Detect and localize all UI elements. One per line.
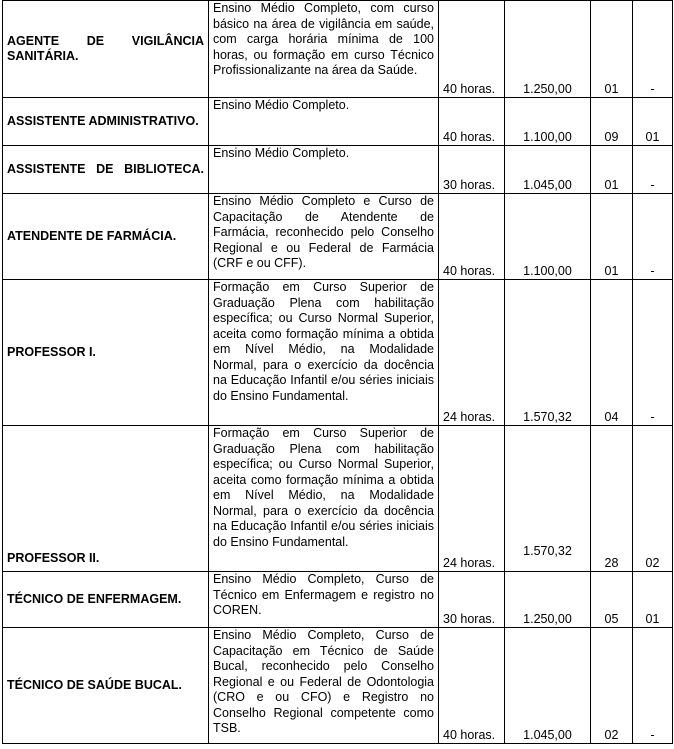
salary-cell: 1.570,32 <box>505 426 591 572</box>
job-title-cell: ATENDENTE DE FARMÁCIA. <box>3 194 209 280</box>
workload-cell: 30 horas. <box>439 572 505 628</box>
workload-cell: 40 horas. <box>439 1 505 98</box>
salary-cell: 1.100,00 <box>505 98 591 146</box>
reserve-cell: 01 <box>633 98 673 146</box>
vacancies-cell: 04 <box>591 280 633 426</box>
workload-cell: 40 horas. <box>439 98 505 146</box>
vacancies-cell: 02 <box>591 628 633 744</box>
salary-cell: 1.250,00 <box>505 1 591 98</box>
vacancies-cell: 01 <box>591 1 633 98</box>
reserve-cell: 01 <box>633 572 673 628</box>
table-row <box>3 280 673 426</box>
table-row <box>3 628 673 744</box>
requirements-cell: Ensino Médio Completo, com curso básico na área de vigilância em saúde, com carga horária mínima de 100 horas, ou formação em curso Técnico Profissionalizante na área da Saúde. <box>209 1 439 98</box>
vacancies-cell: 05 <box>591 572 633 628</box>
table-row <box>3 1 673 98</box>
job-title-cell: PROFESSOR I. <box>3 280 209 426</box>
job-title-cell: TÉCNICO DE ENFERMAGEM. <box>3 572 209 628</box>
requirements-cell: Formação em Curso Superior de Graduação Plena com habilitação específica; ou Curso Normal Superior, aceita como formação mínima a obtida em Nível Médio, na Modalidade Normal, para o exercício da docência na Educação Infantil e/ou séries iniciais do Ensino Fundamental. <box>209 280 439 426</box>
salary-cell: 1.250,00 <box>505 572 591 628</box>
job-title-cell: ASSISTENTE ADMINISTRATIVO. <box>3 98 209 146</box>
workload-cell: 40 horas. <box>439 628 505 744</box>
salary-cell: 1.570,32 <box>505 280 591 426</box>
reserve-cell: - <box>633 194 673 280</box>
job-title-cell: ASSISTENTE DE BIBLIOTECA. <box>3 146 209 194</box>
positions-table <box>2 0 673 744</box>
reserve-cell: - <box>633 628 673 744</box>
table-row <box>3 146 673 194</box>
vacancies-cell: 01 <box>591 194 633 280</box>
table-row <box>3 572 673 628</box>
reserve-cell: - <box>633 146 673 194</box>
reserve-cell: 02 <box>633 426 673 572</box>
salary-cell: 1.045,00 <box>505 628 591 744</box>
requirements-cell: Ensino Médio Completo. <box>209 146 439 194</box>
workload-cell: 24 horas. <box>439 280 505 426</box>
requirements-cell: Ensino Médio Completo. <box>209 98 439 146</box>
reserve-cell: - <box>633 280 673 426</box>
requirements-cell: Ensino Médio Completo, Curso de Técnico em Enfermagem e registro no COREN. <box>209 572 439 628</box>
requirements-cell: Ensino Médio Completo e Curso de Capacitação de Atendente de Farmácia, reconhecido pelo Conselho Regional e ou Federal de Farmácia (CRF e ou CFF). <box>209 194 439 280</box>
workload-cell: 24 horas. <box>439 426 505 572</box>
job-title-cell: TÉCNICO DE SAÚDE BUCAL. <box>3 628 209 744</box>
vacancies-cell: 28 <box>591 426 633 572</box>
table-row <box>3 98 673 146</box>
requirements-cell: Formação em Curso Superior de Graduação Plena com habilitação específica; ou Curso Normal Superior, aceita como formação mínima a obtida em Nível Médio, na Modalidade Normal, para o exercício da docência na Educação Infantil e/ou séries iniciais do Ensino Fundamental. <box>209 426 439 572</box>
table-row <box>3 426 673 572</box>
workload-cell: 30 horas. <box>439 146 505 194</box>
salary-cell: 1.100,00 <box>505 194 591 280</box>
requirements-cell: Ensino Médio Completo, Curso de Capacitação em Técnico de Saúde Bucal, reconhecido pelo Conselho Regional e ou Federal de Odontologia (CRO e ou CFO) e Registro no Conselho Regional competente como TSB. <box>209 628 439 744</box>
job-title-cell: AGENTE DE VIGILÂNCIA SANITÁRIA. <box>3 1 209 98</box>
vacancies-cell: 01 <box>591 146 633 194</box>
table-row <box>3 194 673 280</box>
workload-cell: 40 horas. <box>439 194 505 280</box>
job-title-cell: PROFESSOR II. <box>3 426 209 572</box>
vacancies-cell: 09 <box>591 98 633 146</box>
salary-cell: 1.045,00 <box>505 146 591 194</box>
reserve-cell: - <box>633 1 673 98</box>
